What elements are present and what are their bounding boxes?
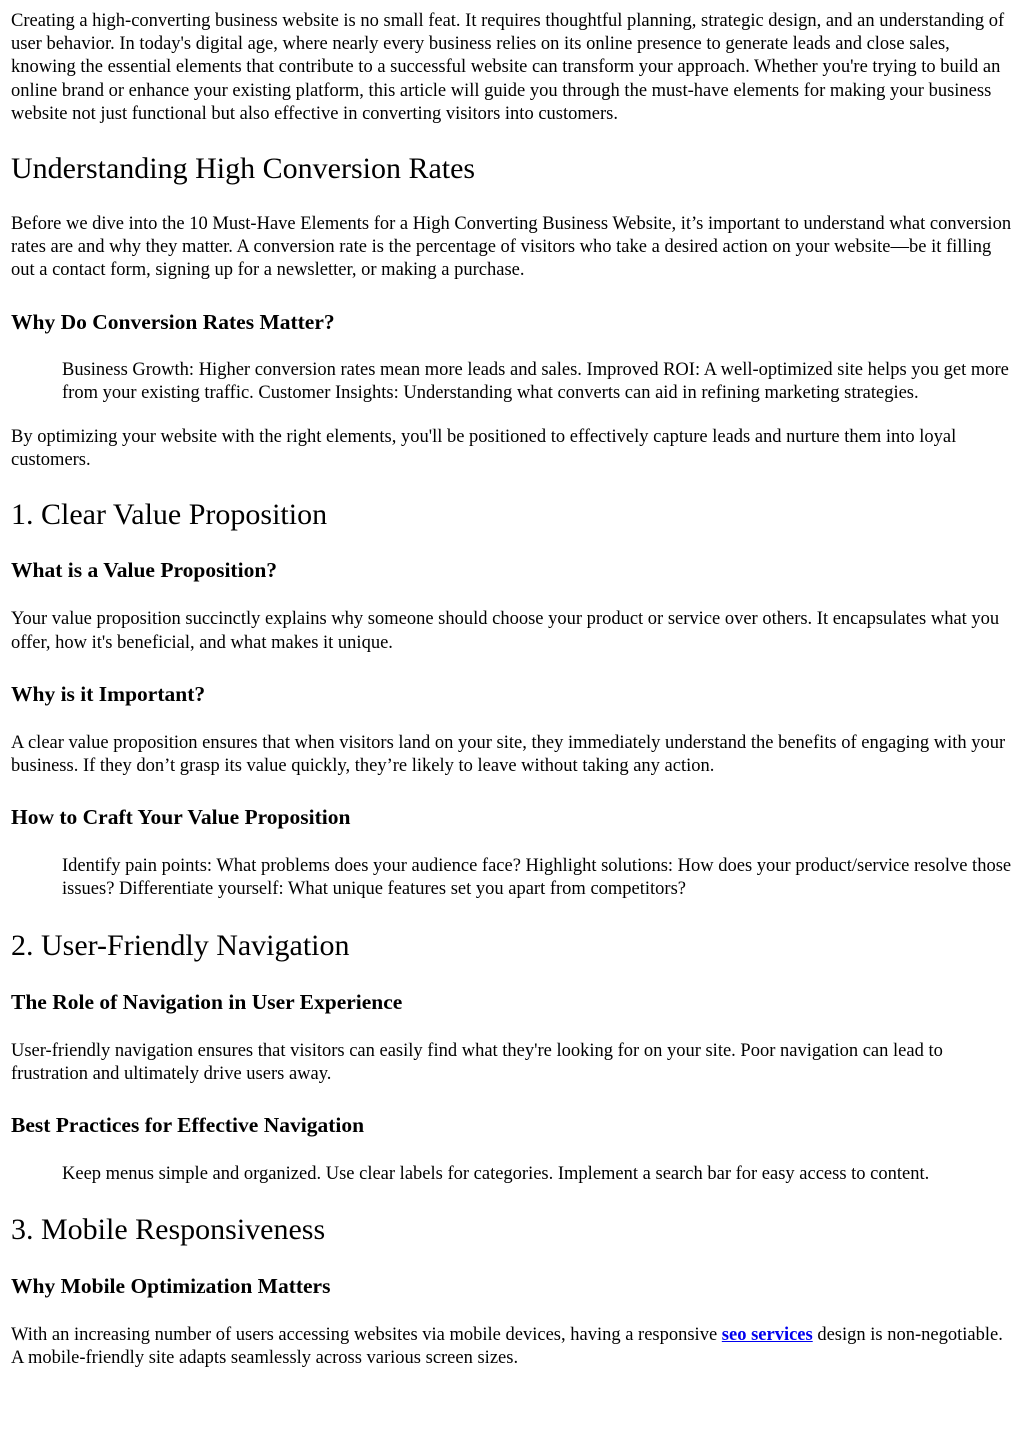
subheading-why-important: Why is it Important? bbox=[11, 681, 206, 706]
subheading-why-conversion-rates-matter: Why Do Conversion Rates Matter? bbox=[11, 309, 335, 334]
seo-services-link[interactable]: seo services bbox=[721, 1325, 813, 1346]
heading-clear-value-proposition: 1. Clear Value Proposition bbox=[11, 498, 328, 532]
list-navigation-practices: Keep menus simple and organized. Use clear labels for categories. Implement a search bar for easy access to content. bbox=[62, 1164, 930, 1185]
heading-understanding: Understanding High Conversion Rates bbox=[11, 152, 476, 186]
heading-user-friendly-navigation: 2. User-Friendly Navigation bbox=[11, 928, 350, 962]
heading-mobile-responsiveness: 3. Mobile Responsiveness bbox=[11, 1213, 326, 1247]
subheading-role-of-navigation: The Role of Navigation in User Experience bbox=[11, 989, 403, 1014]
subheading-why-mobile-optimization: Why Mobile Optimization Matters bbox=[11, 1274, 331, 1299]
paragraph-mobile bbox=[11, 1324, 1013, 1370]
paragraph-navigation: User-friendly navigation ensures that visitors can easily find what they're looking for on your site. Poor navigation can lead to frustration and ultimately drive users away. bbox=[11, 1040, 943, 1084]
list-craft-steps: Identify pain points: What problems does your audience face? Highlight solutions: How does your product/service resolve those issues? Differentiate yourself: What unique features set you apart from competitors? bbox=[62, 856, 1012, 900]
intro-paragraph: Creating a high-converting business website is no small feat. It requires thoughtful planning, strategic design, and an understanding of user behavior. In today's digital age, where nearly every business relies on its online presence to generate leads and close sales, knowing the essential elements that contribute to a successful website can transform your approach. Whether you're trying to build an online brand or enhance your existing platform, this article will guide you through the must-have elements for making your business website not just functional but also effective in converting visitors into customers. bbox=[11, 11, 1005, 124]
paragraph-value-proposition: Your value proposition succinctly explains why someone should choose your product or service over others. It encapsulates what you offer, how it's beneficial, and what makes it unique. bbox=[11, 609, 1000, 653]
paragraph-mobile-text-before: With an increasing number of users accessing websites via mobile devices, having a responsive bbox=[11, 1325, 722, 1346]
paragraph-understanding: Before we dive into the 10 Must-Have Elements for a High Converting Business Website, it’s important to understand what conversion rates are and why they matter. A conversion rate is the percentage of visitors who take a desired action on your website—be it filling out a contact form, signing up for a newsletter, or making a purchase. bbox=[11, 214, 1012, 281]
subheading-what-is-value-proposition: What is a Value Proposition? bbox=[11, 558, 278, 583]
paragraph-why-important: A clear value proposition ensures that when visitors land on your site, they immediately understand the benefits of engaging with your business. If they don’t grasp its value quickly, they’re likely to leave without taking any action. bbox=[11, 732, 1006, 777]
subheading-how-to-craft: How to Craft Your Value Proposition bbox=[11, 805, 351, 830]
subheading-best-practices: Best Practices for Effective Navigation bbox=[11, 1113, 365, 1138]
list-conversion-benefits: Business Growth: Higher conversion rates mean more leads and sales. Improved ROI: A well-optimized site helps you get more from your existing traffic. Customer Insights: Understanding what converts can aid in refining marketing strategies. bbox=[62, 359, 1009, 403]
paragraph-mobile-text-after: design is non-negotiable. A mobile-friendly site adapts seamlessly across various screen sizes. bbox=[11, 1325, 1003, 1369]
paragraph-closing: By optimizing your website with the right elements, you'll be positioned to effectively capture leads and nurture them into loyal customers. bbox=[11, 427, 957, 471]
